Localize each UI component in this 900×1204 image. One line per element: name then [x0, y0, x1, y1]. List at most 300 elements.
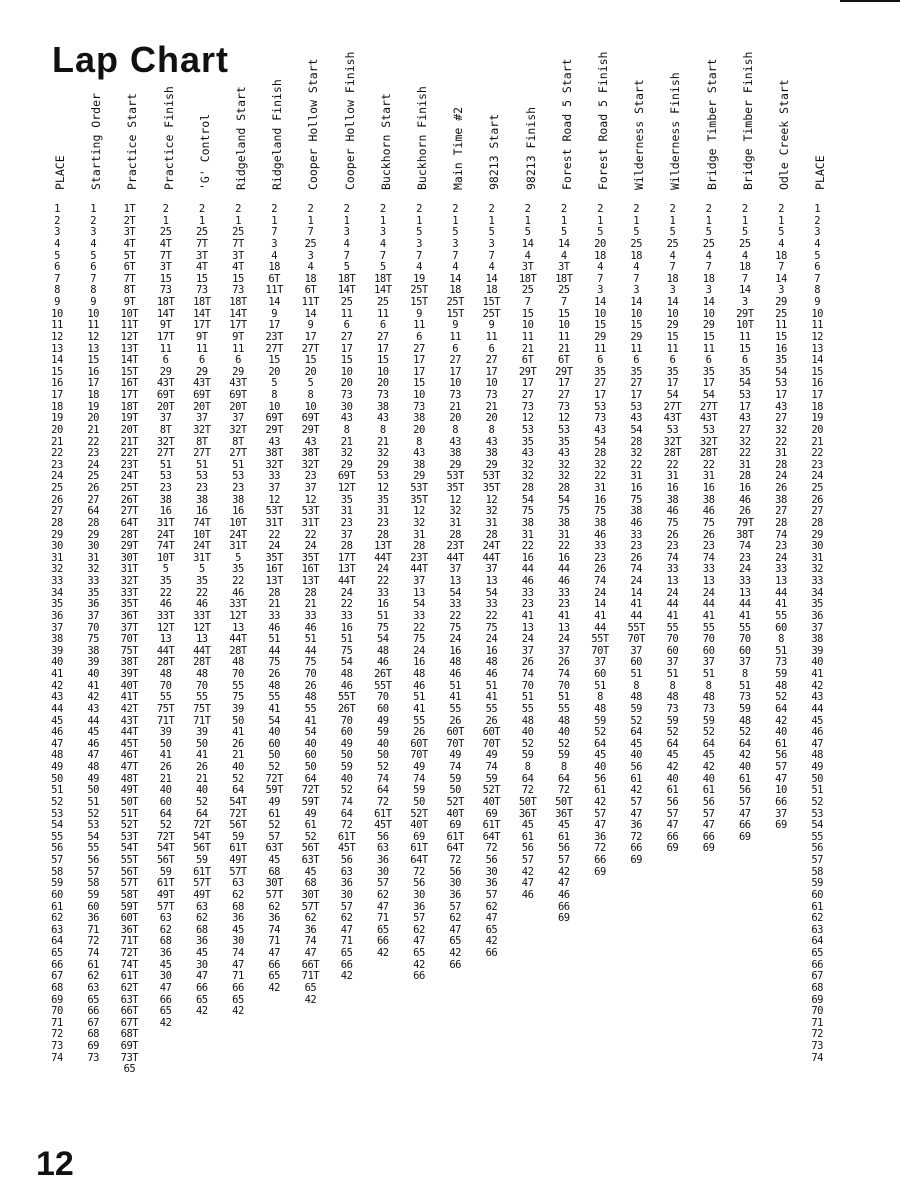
table-cell: 35T: [265, 551, 283, 564]
table-cell: 31: [702, 470, 715, 483]
table-cell: 56: [485, 854, 498, 866]
table-cell: 17: [630, 389, 643, 401]
table-cell: 24: [51, 470, 63, 483]
table-cell: 25T: [120, 482, 139, 494]
table-cell: 33: [87, 575, 100, 587]
table-cell: 1: [778, 214, 784, 227]
table-cell: 59: [666, 714, 679, 727]
table-cell: 32: [775, 423, 787, 436]
table-cell: 26: [775, 482, 787, 494]
table-cell: 50: [159, 737, 172, 750]
table-cell: 54: [521, 493, 534, 506]
table-cell: 31T: [229, 540, 247, 553]
table-cell: 33: [811, 575, 824, 587]
table-cell: 49: [485, 749, 498, 762]
table-cell: 69T: [301, 412, 320, 425]
table-cell: 18T: [555, 272, 573, 285]
table-cell: 14: [485, 272, 498, 285]
table-cell: 11: [51, 319, 63, 332]
table-cell: 43: [775, 400, 787, 413]
table-cell: 62: [811, 912, 824, 925]
table-cell: 16: [413, 656, 425, 669]
table-cell: 47: [594, 819, 606, 832]
table-cell: 17: [449, 365, 462, 378]
table-cell: 19: [87, 400, 100, 413]
table-cell: 61: [51, 900, 63, 913]
table-cell: 46: [594, 528, 606, 541]
table-cell: 5: [705, 226, 712, 239]
table-cell: 6: [452, 342, 459, 355]
table-cell: 7: [416, 249, 422, 262]
table-cell: 12: [449, 493, 462, 506]
table-cell: 11: [376, 307, 389, 320]
table-cell: 67: [51, 970, 63, 983]
table-cell: 79T: [736, 516, 754, 529]
table-cell: 33: [413, 609, 425, 622]
table-cell: 44: [775, 586, 787, 599]
table-cell: 74T: [156, 540, 175, 553]
table-cell: 2: [379, 203, 386, 215]
table-cell: 72: [449, 854, 462, 866]
table-cell: 36T: [518, 807, 537, 820]
table-column: [330, 204, 364, 983]
table-cell: 3: [633, 284, 640, 297]
table-cell: 57: [340, 900, 353, 913]
table-cell: 24: [811, 470, 824, 483]
table-cell: 61: [775, 737, 787, 750]
table-cell: 64: [811, 935, 824, 948]
table-cell: 54: [376, 633, 389, 646]
column-header-label: Forest Road 5 Start: [559, 58, 574, 190]
table-cell: 14T: [229, 307, 247, 320]
table-cell: 49: [87, 772, 100, 785]
table-cell: 36: [87, 912, 100, 925]
table-cell: 44: [630, 609, 643, 622]
table-cell: 40: [811, 656, 824, 669]
table-cell: 3: [705, 284, 712, 297]
table-cell: 52: [51, 795, 63, 808]
table-cell: 10: [304, 400, 317, 413]
table-cell: 59: [87, 888, 100, 901]
table-cell: 5: [416, 226, 422, 239]
table-cell: 28: [268, 586, 281, 599]
table-cell: 37: [702, 656, 715, 669]
table-cell: 17: [775, 389, 787, 401]
table-cell: 21: [557, 342, 570, 355]
table-cell: 2: [416, 203, 422, 215]
table-cell: 27T: [663, 400, 682, 413]
table-cell: 2: [343, 203, 350, 215]
table-cell: 61T: [446, 830, 464, 843]
table-cell: 55T: [627, 621, 645, 634]
table-cell: 1: [416, 214, 422, 227]
table-cell: 38: [666, 493, 679, 506]
table-cell: 16: [51, 377, 63, 390]
table-cell: 57T: [301, 900, 320, 913]
table-cell: 53T: [446, 470, 464, 483]
table-cell: 57: [449, 900, 462, 913]
table-cell: 18: [268, 261, 281, 274]
table-cell: 10T: [120, 307, 139, 320]
table-cell: 15: [232, 272, 244, 285]
table-cell: 7: [271, 226, 278, 239]
table-cell: 55: [557, 702, 570, 715]
table-cell: 69T: [156, 389, 175, 401]
table-cell: 22T: [120, 447, 139, 460]
table-cell: 64T: [410, 854, 428, 866]
table-cell: 53: [232, 470, 244, 483]
table-cell: 54T: [229, 795, 247, 808]
column-header-label: PLACE: [53, 155, 67, 190]
table-cell: 48: [449, 656, 462, 669]
table-cell: 64: [195, 807, 208, 820]
table-cell: 15: [376, 354, 389, 367]
table-cell: 52: [268, 761, 281, 773]
table-cell: 6T: [521, 354, 534, 367]
table-cell: 68: [159, 935, 172, 948]
table-cell: 5: [669, 226, 676, 239]
table-cell: 42: [51, 679, 63, 692]
table-cell: 38: [195, 493, 208, 506]
table-cell: 23: [702, 540, 715, 553]
table-cell: 65: [340, 947, 353, 959]
table-cell: 7: [597, 272, 603, 285]
table-cell: 53T: [482, 470, 501, 483]
table-cell: 25: [666, 237, 679, 250]
table-cell: 50: [449, 784, 462, 797]
table-cell: 2: [307, 203, 314, 215]
table-cell: 57T: [265, 888, 283, 901]
table-cell: 27T: [120, 505, 139, 518]
table-cell: 28: [594, 447, 606, 460]
table-cell: 45: [594, 749, 606, 762]
table-cell: 33: [630, 528, 643, 541]
table-cell: 55: [702, 621, 715, 634]
table-cell: 7: [452, 249, 459, 262]
table-cell: 48: [630, 691, 643, 704]
table-cell: 35T: [410, 493, 428, 506]
table-cell: 35: [87, 586, 100, 599]
table-cell: 3T: [232, 249, 244, 262]
table-cell: 5: [235, 551, 241, 564]
table-cell: 37: [557, 644, 570, 657]
table-cell: 53: [594, 400, 606, 413]
table-cell: 60: [630, 656, 643, 669]
table-cell: 51: [449, 679, 462, 692]
table-cell: 70: [702, 633, 715, 646]
table-cell: 11: [630, 342, 643, 355]
table-cell: 23T: [120, 458, 139, 471]
table-cell: 32T: [193, 423, 211, 436]
table-cell: 23: [775, 540, 787, 553]
table-cell: 22: [87, 435, 100, 448]
table-cell: 59T: [120, 900, 139, 913]
table-cell: 70: [557, 679, 570, 692]
table-cell: 37: [630, 644, 643, 657]
table-cell: 33: [376, 586, 389, 599]
table-cell: 6: [162, 354, 169, 367]
table-cell: 35: [340, 493, 353, 506]
table-cell: 26: [195, 761, 208, 773]
table-cell: 13: [738, 586, 751, 599]
table-cell: 56: [413, 877, 425, 890]
table-cell: 64: [738, 737, 751, 750]
table-cell: 10: [630, 307, 643, 320]
table-cell: 1: [307, 214, 314, 227]
table-cell: 3: [669, 284, 676, 297]
table-cell: 62T: [120, 981, 139, 994]
table-cell: 30: [87, 540, 100, 553]
table-cell: 1: [54, 203, 60, 215]
table-cell: 36T: [120, 609, 139, 622]
column-header-label: Forest Road 5 Finish: [596, 51, 610, 190]
table-cell: 33T: [120, 586, 139, 599]
table-cell: 13: [232, 621, 244, 634]
table-cell: 40: [557, 726, 570, 739]
table-cell: 32T: [663, 435, 682, 448]
table-cell: 27: [449, 354, 462, 367]
table-cell: 37: [521, 644, 534, 657]
table-cell: 29T: [736, 307, 754, 320]
table-cell: 49T: [193, 888, 211, 901]
table-cell: 4T: [159, 237, 172, 250]
table-cell: 27: [738, 423, 751, 436]
table-cell: 68: [51, 981, 63, 994]
table-cell: 4: [669, 249, 676, 262]
table-cell: 53: [666, 423, 679, 436]
table-cell: 8: [343, 423, 350, 436]
table-cell: 66: [702, 830, 715, 843]
table-cell: 4: [54, 237, 60, 250]
table-cell: 33T: [229, 598, 247, 611]
table-cell: 75: [702, 516, 715, 529]
table-cell: 30: [340, 400, 353, 413]
table-cell: 18: [702, 272, 715, 285]
table-cell: 47: [485, 912, 498, 925]
table-cell: 43: [738, 412, 751, 425]
table-cell: 43: [304, 435, 317, 448]
table-cell: 25: [340, 296, 353, 308]
table-cell: 54: [413, 598, 425, 611]
table-cell: 42: [775, 714, 787, 727]
table-cell: 48: [811, 749, 824, 762]
table-cell: 29: [775, 296, 787, 308]
table-cell: 32: [738, 435, 751, 448]
table-cell: 20: [485, 412, 498, 425]
table-cell: 26: [666, 528, 679, 541]
table-cell: 72T: [193, 819, 211, 832]
table-cell: 44: [51, 702, 63, 715]
table-cell: 61: [594, 784, 606, 797]
table-cell: 50T: [518, 795, 537, 808]
table-cell: 70T: [591, 644, 609, 657]
table-cell: 5: [488, 226, 495, 239]
table-cell: 30: [376, 865, 389, 878]
table-cell: 44: [811, 702, 824, 715]
table-cell: 30: [413, 888, 425, 901]
table-cell: 53: [159, 470, 172, 483]
table-cell: 20: [811, 423, 824, 436]
table-cell: 4: [90, 237, 97, 250]
column-header-label: Bridge Timber Finish: [740, 51, 755, 190]
table-cell: 44: [738, 598, 751, 611]
table-cell: 15: [413, 377, 425, 390]
table-cell: 13: [702, 575, 715, 587]
table-cell: 28: [630, 435, 643, 448]
table-cell: 75: [268, 656, 281, 669]
table-cell: 5: [379, 261, 386, 274]
table-cell: 48: [485, 656, 498, 669]
table-cell: 16: [702, 482, 715, 494]
table-cell: 14T: [374, 284, 392, 297]
table-cell: 31: [413, 528, 425, 541]
table-cell: 27: [775, 412, 787, 425]
column-header-label: Bridge Timber Start: [704, 58, 719, 190]
table-cell: 23: [51, 458, 63, 471]
table-cell: 60: [594, 668, 606, 680]
table-cell: 1: [705, 214, 712, 227]
table-cell: 27T: [265, 342, 283, 355]
table-cell: 13: [557, 621, 570, 634]
table-cell: 18: [775, 249, 787, 262]
table-cell: 53: [376, 470, 389, 483]
table-cell: 50T: [120, 795, 139, 808]
table-cell: 27: [376, 330, 389, 343]
table-cell: 33: [557, 586, 570, 599]
table-cell: 12: [51, 330, 63, 343]
table-cell: 69: [775, 819, 787, 832]
table-cell: 24: [666, 586, 679, 599]
table-cell: 66: [376, 935, 389, 948]
table-cell: 32: [557, 470, 570, 483]
table-cell: 29: [159, 365, 172, 378]
table-cell: 46: [738, 493, 751, 506]
table-cell: 24: [775, 551, 787, 564]
table-cell: 55: [738, 621, 751, 634]
table-cell: 21: [304, 598, 317, 611]
table-cell: 9: [90, 296, 97, 308]
table-cell: 14: [666, 296, 679, 308]
table-cell: 70: [521, 679, 534, 692]
table-cell: 1T: [123, 203, 136, 215]
table-cell: 7: [307, 226, 314, 239]
table-cell: 42: [413, 958, 425, 971]
table-cell: 41: [630, 598, 643, 611]
table-cell: 54: [738, 377, 751, 390]
table-cell: 23: [376, 516, 389, 529]
table-cell: 13: [159, 633, 172, 646]
table-cell: 51: [594, 679, 606, 692]
table-cell: 47: [413, 935, 425, 948]
table-cell: 4: [814, 237, 821, 250]
table-column: [764, 204, 798, 832]
table-cell: 4: [488, 261, 495, 274]
table-cell: 56: [340, 854, 353, 866]
table-cell: 73: [340, 389, 353, 401]
table-cell: 6: [741, 354, 748, 367]
table-cell: 41: [521, 609, 534, 622]
table-cell: 10T: [156, 551, 175, 564]
table-cell: 32: [594, 458, 606, 471]
table-cell: 21: [521, 342, 534, 355]
table-cell: 36: [594, 830, 606, 843]
table-cell: 2: [741, 203, 748, 215]
table-cell: 37: [268, 482, 281, 494]
table-cell: 24: [775, 470, 787, 483]
table-cell: 5: [778, 226, 784, 239]
table-cell: 8: [54, 284, 60, 297]
table-cell: 26T: [120, 493, 139, 506]
table-cell: 44T: [120, 726, 139, 739]
table-cell: 43: [376, 412, 389, 425]
table-cell: 17: [738, 400, 751, 413]
table-cell: 5: [271, 377, 278, 390]
table-cell: 37: [340, 528, 353, 541]
table-cell: 60: [268, 737, 281, 750]
table-cell: 35: [232, 563, 244, 576]
table-cell: 24: [557, 633, 570, 646]
table-cell: 15: [521, 307, 534, 320]
table-cell: 15T: [482, 296, 501, 308]
table-cell: 38: [702, 493, 715, 506]
table-cell: 17: [340, 342, 353, 355]
table-cell: 3: [379, 226, 386, 239]
table-cell: 56: [557, 842, 570, 855]
table-cell: 73: [376, 389, 389, 401]
table-cell: 75: [232, 691, 244, 704]
table-cell: 73: [811, 1040, 824, 1052]
table-cell: 44: [521, 563, 534, 576]
table-cell: 18: [738, 261, 751, 274]
table-cell: 42: [340, 970, 353, 983]
table-column: [547, 204, 581, 925]
table-cell: 48: [195, 668, 208, 680]
table-cell: 38T: [301, 447, 320, 460]
table-cell: 69T: [265, 412, 283, 425]
table-cell: 19: [811, 412, 824, 425]
table-cell: 75: [666, 516, 679, 529]
table-cell: 55: [195, 691, 208, 704]
table-cell: 15T: [120, 365, 139, 378]
table-cell: 57: [376, 877, 389, 890]
table-cell: 14: [630, 586, 643, 599]
table-cell: 55T: [337, 691, 356, 704]
table-cell: 72: [557, 784, 570, 797]
table-cell: 20T: [193, 400, 211, 413]
table-cell: 6T: [268, 272, 281, 285]
table-cell: 60: [738, 644, 751, 657]
table-cell: 29: [666, 319, 679, 332]
table-cell: 43: [557, 447, 570, 460]
table-cell: 74: [87, 947, 100, 959]
table-cell: 31: [51, 551, 63, 564]
table-cell: 37: [195, 412, 208, 425]
table-cell: 32: [87, 563, 100, 576]
table-cell: 51: [304, 633, 317, 646]
table-cell: 71T: [301, 970, 320, 983]
table-cell: 64: [557, 772, 570, 785]
table-cell: 29: [51, 528, 63, 541]
table-cell: 3T: [159, 261, 172, 274]
table-cell: 49: [376, 714, 389, 727]
table-cell: 36: [304, 923, 317, 936]
table-cell: 44T: [446, 551, 464, 564]
table-cell: 43: [594, 423, 606, 436]
table-cell: 57T: [120, 877, 139, 890]
table-cell: 66: [159, 993, 172, 1006]
table-cell: 62: [87, 970, 100, 983]
table-cell: 68: [811, 981, 824, 994]
